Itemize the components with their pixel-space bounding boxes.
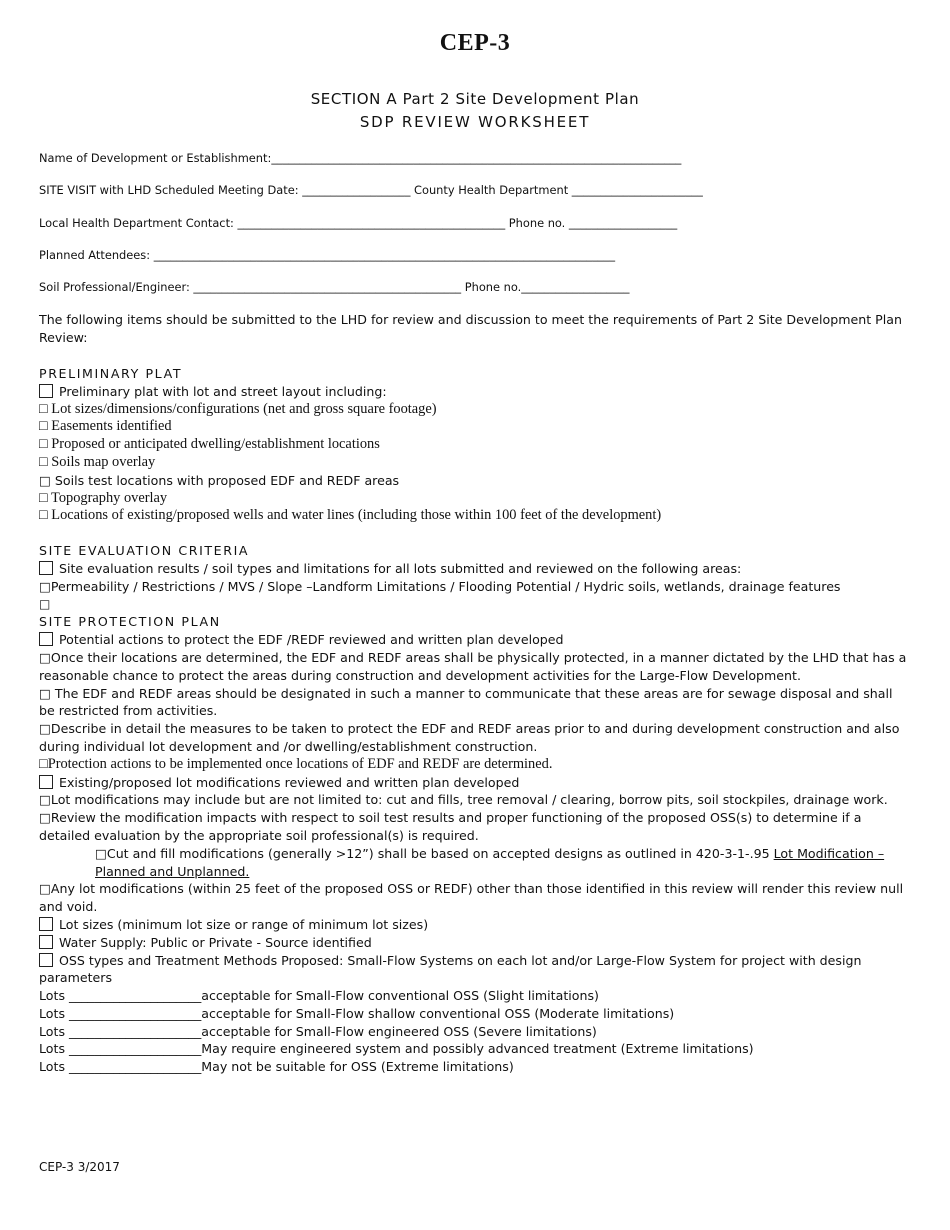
- list-item: □ Locations of existing/proposed wells and water lines (including those within 100 feet of the development): [39, 507, 662, 524]
- lot-sizes-item: Lot sizes (minimum lot size or range of minimum lot sizes): [39, 916, 911, 934]
- lots-row[interactable]: Lots _____________________acceptable for Small-Flow engineered OSS (Severe limitations): [39, 1023, 597, 1039]
- site-evaluation-item: Site evaluation results / soil types and limitations for all lots submitted and reviewed on the following areas:: [39, 560, 911, 578]
- lots-row[interactable]: Lots _____________________acceptable for Small-Flow shallow conventional OSS (Moderate limitations): [39, 1005, 675, 1021]
- lot-modification-reference: Lot Modification – Planned and Unplanned.: [95, 845, 885, 879]
- lots-row[interactable]: Lots _____________________May not be suitable for OSS (Extreme limitations): [39, 1059, 514, 1075]
- modification-paragraph: □Review the modification impacts with respect to soil test results and proper functioning of the proposed OSS(s) to determine if a detailed evaluation by the appropriate soil professional(s) is required.: [39, 810, 862, 843]
- checkbox[interactable]: [39, 953, 53, 967]
- preliminary-plat-item: Preliminary plat with lot and street layout including:: [39, 383, 911, 401]
- list-item: □ Proposed or anticipated dwelling/establishment locations: [39, 436, 380, 453]
- protection-paragraph: □Describe in detail the measures to be taken to protect the EDF and REDF areas prior to and during development construction and also during individual lot development and /or dwelling/establishment construction.: [39, 721, 900, 754]
- site-visit-field[interactable]: SITE VISIT with LHD Scheduled Meeting Date: ___________________ County Health Department _______________________: [39, 183, 703, 197]
- list-item: □ Topography overlay: [39, 489, 168, 506]
- lots-row[interactable]: Lots _____________________May require engineered system and possibly advanced treatment (Extreme limitations): [39, 1041, 754, 1057]
- null-void-paragraph: □Any lot modifications (within 25 feet of the proposed OSS or REDF) other than those identified in this review will render this review null and void.: [39, 881, 904, 915]
- document-id: CEP-3: [439, 30, 511, 56]
- checkbox[interactable]: [39, 384, 53, 398]
- protection-paragraph: □Once their locations are determined, the EDF and REDF areas shall be physically protected, in a manner dictated by the LHD that has a reasonable chance to protect the areas during construction and development activities for the Large-Flow Development.: [39, 649, 907, 683]
- cut-fill-paragraph: □Cut and fill modifications (generally >12”) shall be based on accepted designs as outlined in 420-3-1-.95 Lot Modification – Planned and Unplanned.: [95, 845, 885, 879]
- lhd-contact-field[interactable]: Local Health Department Contact: _______________________________________________ Phone no. ___________________: [39, 216, 678, 230]
- checkbox[interactable]: [39, 935, 53, 949]
- lots-row[interactable]: Lots _____________________acceptable for Small-Flow conventional OSS (Slight limitations): [39, 988, 599, 1004]
- intro-paragraph: The following items should be submitted to the LHD for review and discussion to meet the requirements of Part 2 Site Development Plan Review:: [39, 312, 902, 345]
- soil-professional-field[interactable]: Soil Professional/Engineer: _______________________________________________ Phone no.___________________: [39, 280, 630, 294]
- checkbox[interactable]: [39, 632, 53, 646]
- footer-form-version: CEP-3 3/2017: [39, 1160, 120, 1174]
- checkbox[interactable]: [39, 775, 53, 789]
- section-title: SECTION A Part 2 Site Development Plan: [310, 90, 640, 108]
- site-protection-item: Potential actions to protect the EDF /REDF reviewed and written plan developed: [39, 631, 911, 649]
- checkbox[interactable]: [39, 561, 53, 575]
- oss-types-item: OSS types and Treatment Methods Proposed: Small-Flow Systems on each lot and/or Large-Flow System for project with design parameters: [39, 952, 862, 986]
- checklist-body: [39, 365, 911, 1076]
- development-name-field[interactable]: Name of Development or Establishment:________________________________________________________________________: [39, 151, 682, 165]
- checkbox[interactable]: [39, 917, 53, 931]
- list-item: □ Easements identified: [39, 418, 172, 435]
- list-item: □ Lot sizes/dimensions/configurations (net and gross square footage): [39, 400, 437, 417]
- modification-paragraph: □Lot modifications may include but are not limited to: cut and fills, tree removal / clearing, borrow pits, soil stockpiles, drainage work.: [39, 792, 888, 808]
- planned-attendees-field[interactable]: Planned Attendees: _________________________________________________________________________________: [39, 248, 616, 262]
- protection-paragraph: □Protection actions to be implemented once locations of EDF and REDF are determined.: [39, 755, 553, 772]
- protection-paragraph: □ The EDF and REDF areas should be designated in such a manner to communicate that these areas are for sewage disposal and shall be restricted from activities.: [39, 685, 893, 719]
- worksheet-title: SDP REVIEW WORKSHEET: [359, 113, 591, 131]
- site-evaluation-heading: SITE EVALUATION CRITERIA: [39, 543, 250, 559]
- preliminary-plat-heading: PRELIMINARY PLAT: [39, 366, 183, 381]
- site-evaluation-areas: □Permeability / Restrictions / MVS / Slope –Landform Limitations / Flooding Potential / Hydric soils, wetlands, drainage features: [39, 578, 841, 594]
- lot-modifications-item: Existing/proposed lot modifications reviewed and written plan developed: [39, 774, 911, 792]
- empty-checkbox-line: □: [39, 596, 51, 611]
- site-protection-heading: SITE PROTECTION PLAN: [39, 614, 221, 630]
- list-item: □ Soils map overlay: [39, 453, 156, 470]
- water-supply-item: Water Supply: Public or Private - Source identified: [39, 934, 911, 952]
- list-item: □ Soils test locations with proposed EDF and REDF areas: [39, 472, 400, 488]
